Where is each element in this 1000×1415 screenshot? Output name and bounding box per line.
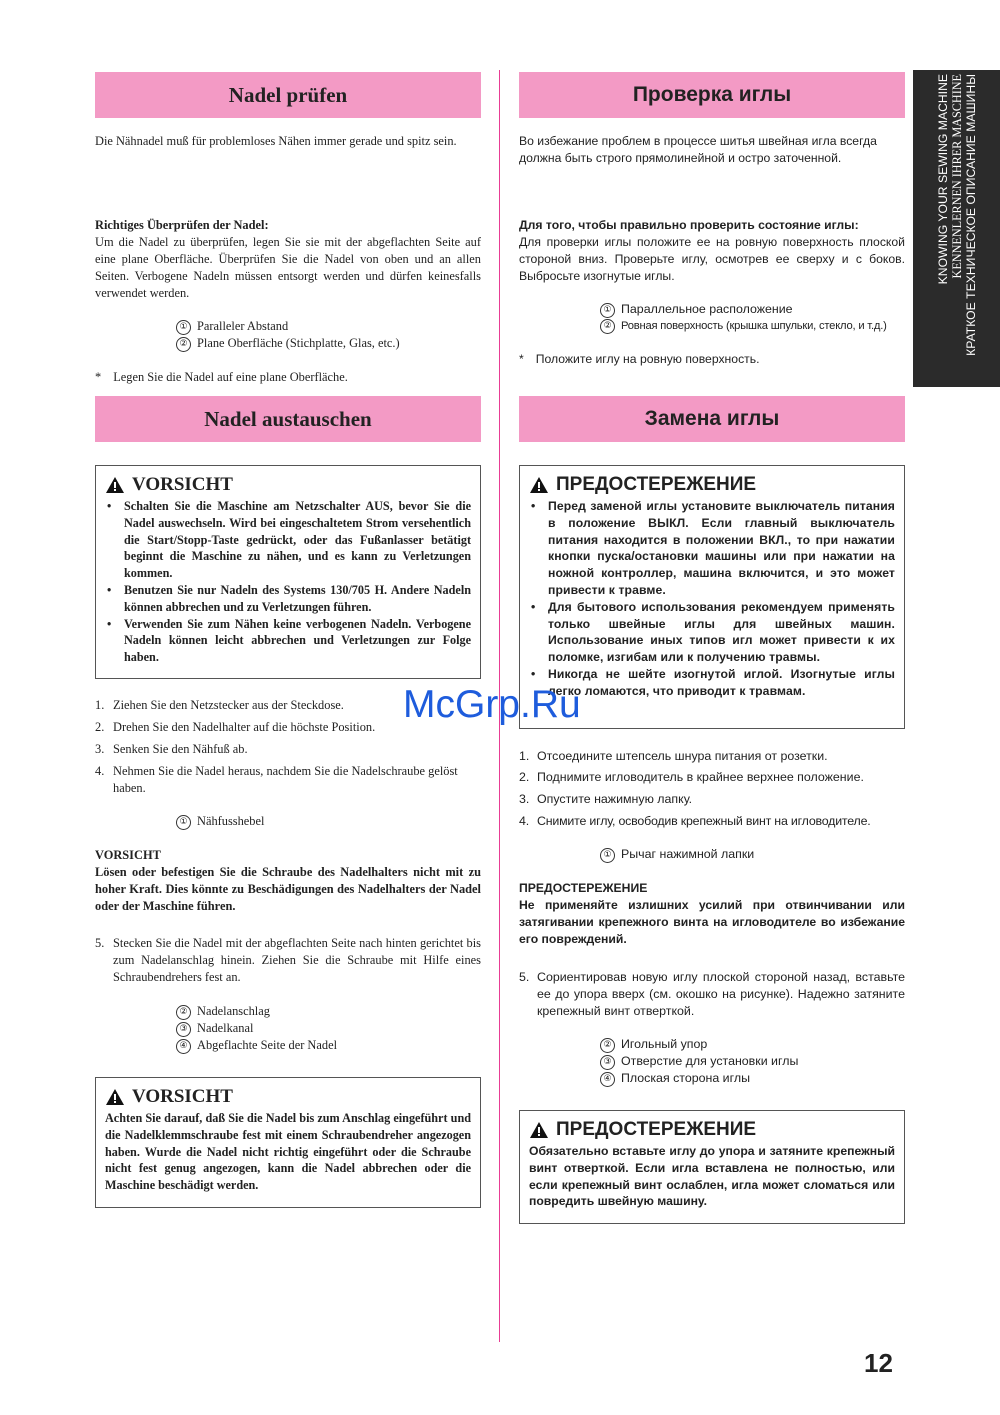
caution-box-2-de: [95, 1077, 481, 1208]
step-3-ru: 3. Опустите нажимную лапку.: [519, 792, 693, 806]
inline-caution-title-de: VORSICHT: [95, 848, 161, 862]
step-1-de: 1. Ziehen Sie den Netzstecker aus der Steckdose.: [95, 698, 344, 712]
callout-1-ru: ① Параллельное расположение: [600, 301, 793, 318]
step5-callout-2-de: ② Nadelanschlag: [176, 1003, 270, 1020]
step5-callout-3-de: ③ Nadelkanal: [176, 1020, 253, 1037]
side-tab-line-en: KNOWING YOUR SEWING MACHINE: [935, 74, 950, 285]
inline-caution-body-de: Lösen oder befestigen Sie die Schraube des Nadelhalters nicht mit zu hoher Kraft. Dies könnte zu Beschädigungen des Nadelhalters der Nadel oder der Maschine führen.: [95, 865, 481, 913]
step-3-de: 3. Senken Sie den Nähfuß ab.: [95, 742, 248, 756]
side-tab-line-ru: КРАТКОЕ ТЕХНИЧЕСКОЕ ОПИСАНИЕ МАШИНЫ: [963, 74, 978, 356]
section-title-replace-ru: Замена иглы: [519, 396, 905, 442]
step-5-ru: 5. Сориентировав новую иглу плоской стороной назад, вставьте ее до упора вверх (см. окошко на рисунке). Надежно затяните крепежный винт отверткой.: [519, 970, 905, 1018]
check-intro-de: Die Nähnadel muß für problemloses Nähen immer gerade und spitz sein.: [95, 134, 457, 148]
check-subhead-ru: Для того, чтобы правильно проверить состояние иглы:: [519, 218, 859, 232]
caution-title-ru: ПРЕДОСТЕРЕЖЕНИЕ: [529, 474, 895, 496]
step5-callout-4-ru: ④ Плоская сторона иглы: [600, 1070, 750, 1087]
step-2-ru: 2. Поднимите игловодитель в крайнее верхнее положение.: [519, 770, 864, 784]
warning-icon: [529, 1121, 549, 1139]
caution-title-de: VORSICHT: [105, 1086, 471, 1108]
inline-caution-title-ru: ПРЕДОСТЕРЕЖЕНИЕ: [519, 881, 648, 895]
caution-body-de: Achten Sie darauf, daß Sie die Nadel bis zum Anschlag eingeführt und die Nadelklemmschraube fest mit einem Schraubendreher angezogen haben. Wurde die Nadel nicht richtig eingeführt oder die Schraube nicht fest genug angezogen, kann die Nadel abbrechen oder die Maschine beschädigt werden.: [105, 1111, 471, 1193]
callout-2-ru: ② Ровная поверхность (крышка шпульки, стекло, и т.д.): [600, 318, 887, 335]
caution-item-ru: • Никогда не шейте изогнутой иглой. Изогнутые иглы легко ломаются, что приводит к травмам.: [529, 666, 895, 700]
check-note-ru: * Положите иглу на ровную поверхность.: [519, 352, 760, 366]
watermark-logo: McGrp.Ru: [403, 683, 581, 726]
caution-box-1-de: [95, 465, 481, 679]
caution-item-ru: • Для бытового использования рекомендуем применять только швейные иглы для швейных машин. Использование иных типов игл может привести к их поломке, изгибам или к получению травмы.: [529, 599, 895, 666]
warning-icon: [105, 1088, 125, 1106]
check-subhead-de: Richtiges Überprüfen der Nadel:: [95, 218, 269, 232]
check-body-ru: Для проверки иглы положите ее на ровную поверхность плоской стороной вниз. Проверьте иглу, осмотрев ее сверху и с боков. Выбросьте изогнутые иглы.: [519, 235, 905, 283]
step-4-de: 4. Nehmen Sie die Nadel heraus, nachdem Sie die Nadelschraube gelöst haben.: [95, 764, 458, 795]
warning-icon: [529, 476, 549, 494]
caution-item-de: • Benutzen Sie nur Nadeln des Systems 130/705 H. Andere Nadeln können abbrechen und zu Verletzungen führen.: [105, 582, 471, 616]
step5-callout-3-ru: ③ Отверстие для установки иглы: [600, 1053, 798, 1070]
step4-callout-ru: ① Рычаг нажимной лапки: [600, 846, 754, 863]
check-intro-ru: Во избежание проблем в процессе шитья швейная игла всегда должна быть строго прямолинейной и остро заточенной.: [519, 134, 877, 165]
check-note-de: * Legen Sie die Nadel auf eine plane Oberfläche.: [95, 370, 348, 384]
caution-body-ru: Обязательно вставьте иглу до упора и затяните крепежный винт отверткой. Если игла вставлена не полностью, или если крепежный винт ослаблен, игла может сломаться или повредить швейную машину.: [529, 1144, 895, 1209]
callout-2-de: ② Plane Oberfläche (Stichplatte, Glas, etc.): [176, 335, 400, 352]
caution-item-de: • Schalten Sie die Maschine am Netzschalter AUS, bevor Sie die Nadel auswechseln. Wird bei eingeschaltetem Strom versehentlich die Start/Stopp-Taste gedrückt, oder das Fußanlasser betätigt beginnt die Maschine zu nähen, und es kann zu Verletzungen kommen.: [105, 498, 471, 582]
page-number: 12: [864, 1348, 893, 1378]
caution-box-2-ru: [519, 1110, 905, 1224]
section-title-check-de: Nadel prüfen: [95, 72, 481, 118]
callout-1-de: ① Paralleler Abstand: [176, 318, 288, 335]
step5-callout-2-ru: ② Игольный упор: [600, 1036, 707, 1053]
step4-callout-de: ① Nähfusshebel: [176, 813, 264, 830]
section-side-tab: [913, 70, 1000, 387]
check-body-de: Um die Nadel zu überprüfen, legen Sie sie mit der abgeflachten Seite auf eine plane Oberfläche. Überprüfen Sie die Nadel von oben und an allen Seiten. Verbogene Nadeln müssen entsorgt werden und dürfen keinesfalls verwendet werden.: [95, 235, 481, 300]
step-2-de: 2. Drehen Sie den Nadelhalter auf die höchste Position.: [95, 720, 376, 734]
step5-callout-4-de: ④ Abgeflachte Seite der Nadel: [176, 1037, 337, 1054]
side-tab-line-de: KENNENLERNEN IHRER MASCHINE: [949, 74, 964, 279]
step-5-de: 5. Stecken Sie die Nadel mit der abgeflachten Seite nach hinten gerichtet bis zum Nadelanschlag hinein. Ziehen Sie die Schraube mit Hilfe eines Schraubendrehers fest an.: [95, 936, 481, 984]
caution-title-ru: ПРЕДОСТЕРЕЖЕНИЕ: [529, 1119, 895, 1141]
warning-icon: [105, 476, 125, 494]
caution-item-de: • Verwenden Sie zum Nähen keine verbogenen Nadeln. Verbogene Nadeln können leicht abbrechen und Verletzungen zur Folge haben.: [105, 616, 471, 666]
caution-title-de: VORSICHT: [105, 474, 471, 496]
section-title-replace-de: Nadel austauschen: [95, 396, 481, 442]
step-1-ru: 1. Отсоедините штепсель шнура питания от розетки.: [519, 749, 828, 763]
caution-item-ru: • Перед заменой иглы установите выключатель питания в положение ВЫКЛ. Если главный выключатель питания находится в положении ВКЛ., то при нажатии кнопки пуска/остановки машины или при нажатии на ножной контроллер, машина включится, и это может привести к травме.: [529, 498, 895, 599]
section-title-check-ru: Проверка иглы: [519, 72, 905, 118]
inline-caution-body-ru: Не применяйте излишних усилий при отвинчивании или затягивании крепежного винта на игловодителе во избежание его повреждений.: [519, 898, 905, 946]
step-4-ru: 4. Снимите иглу, освободив крепежный винт на игловодителе.: [519, 814, 871, 828]
